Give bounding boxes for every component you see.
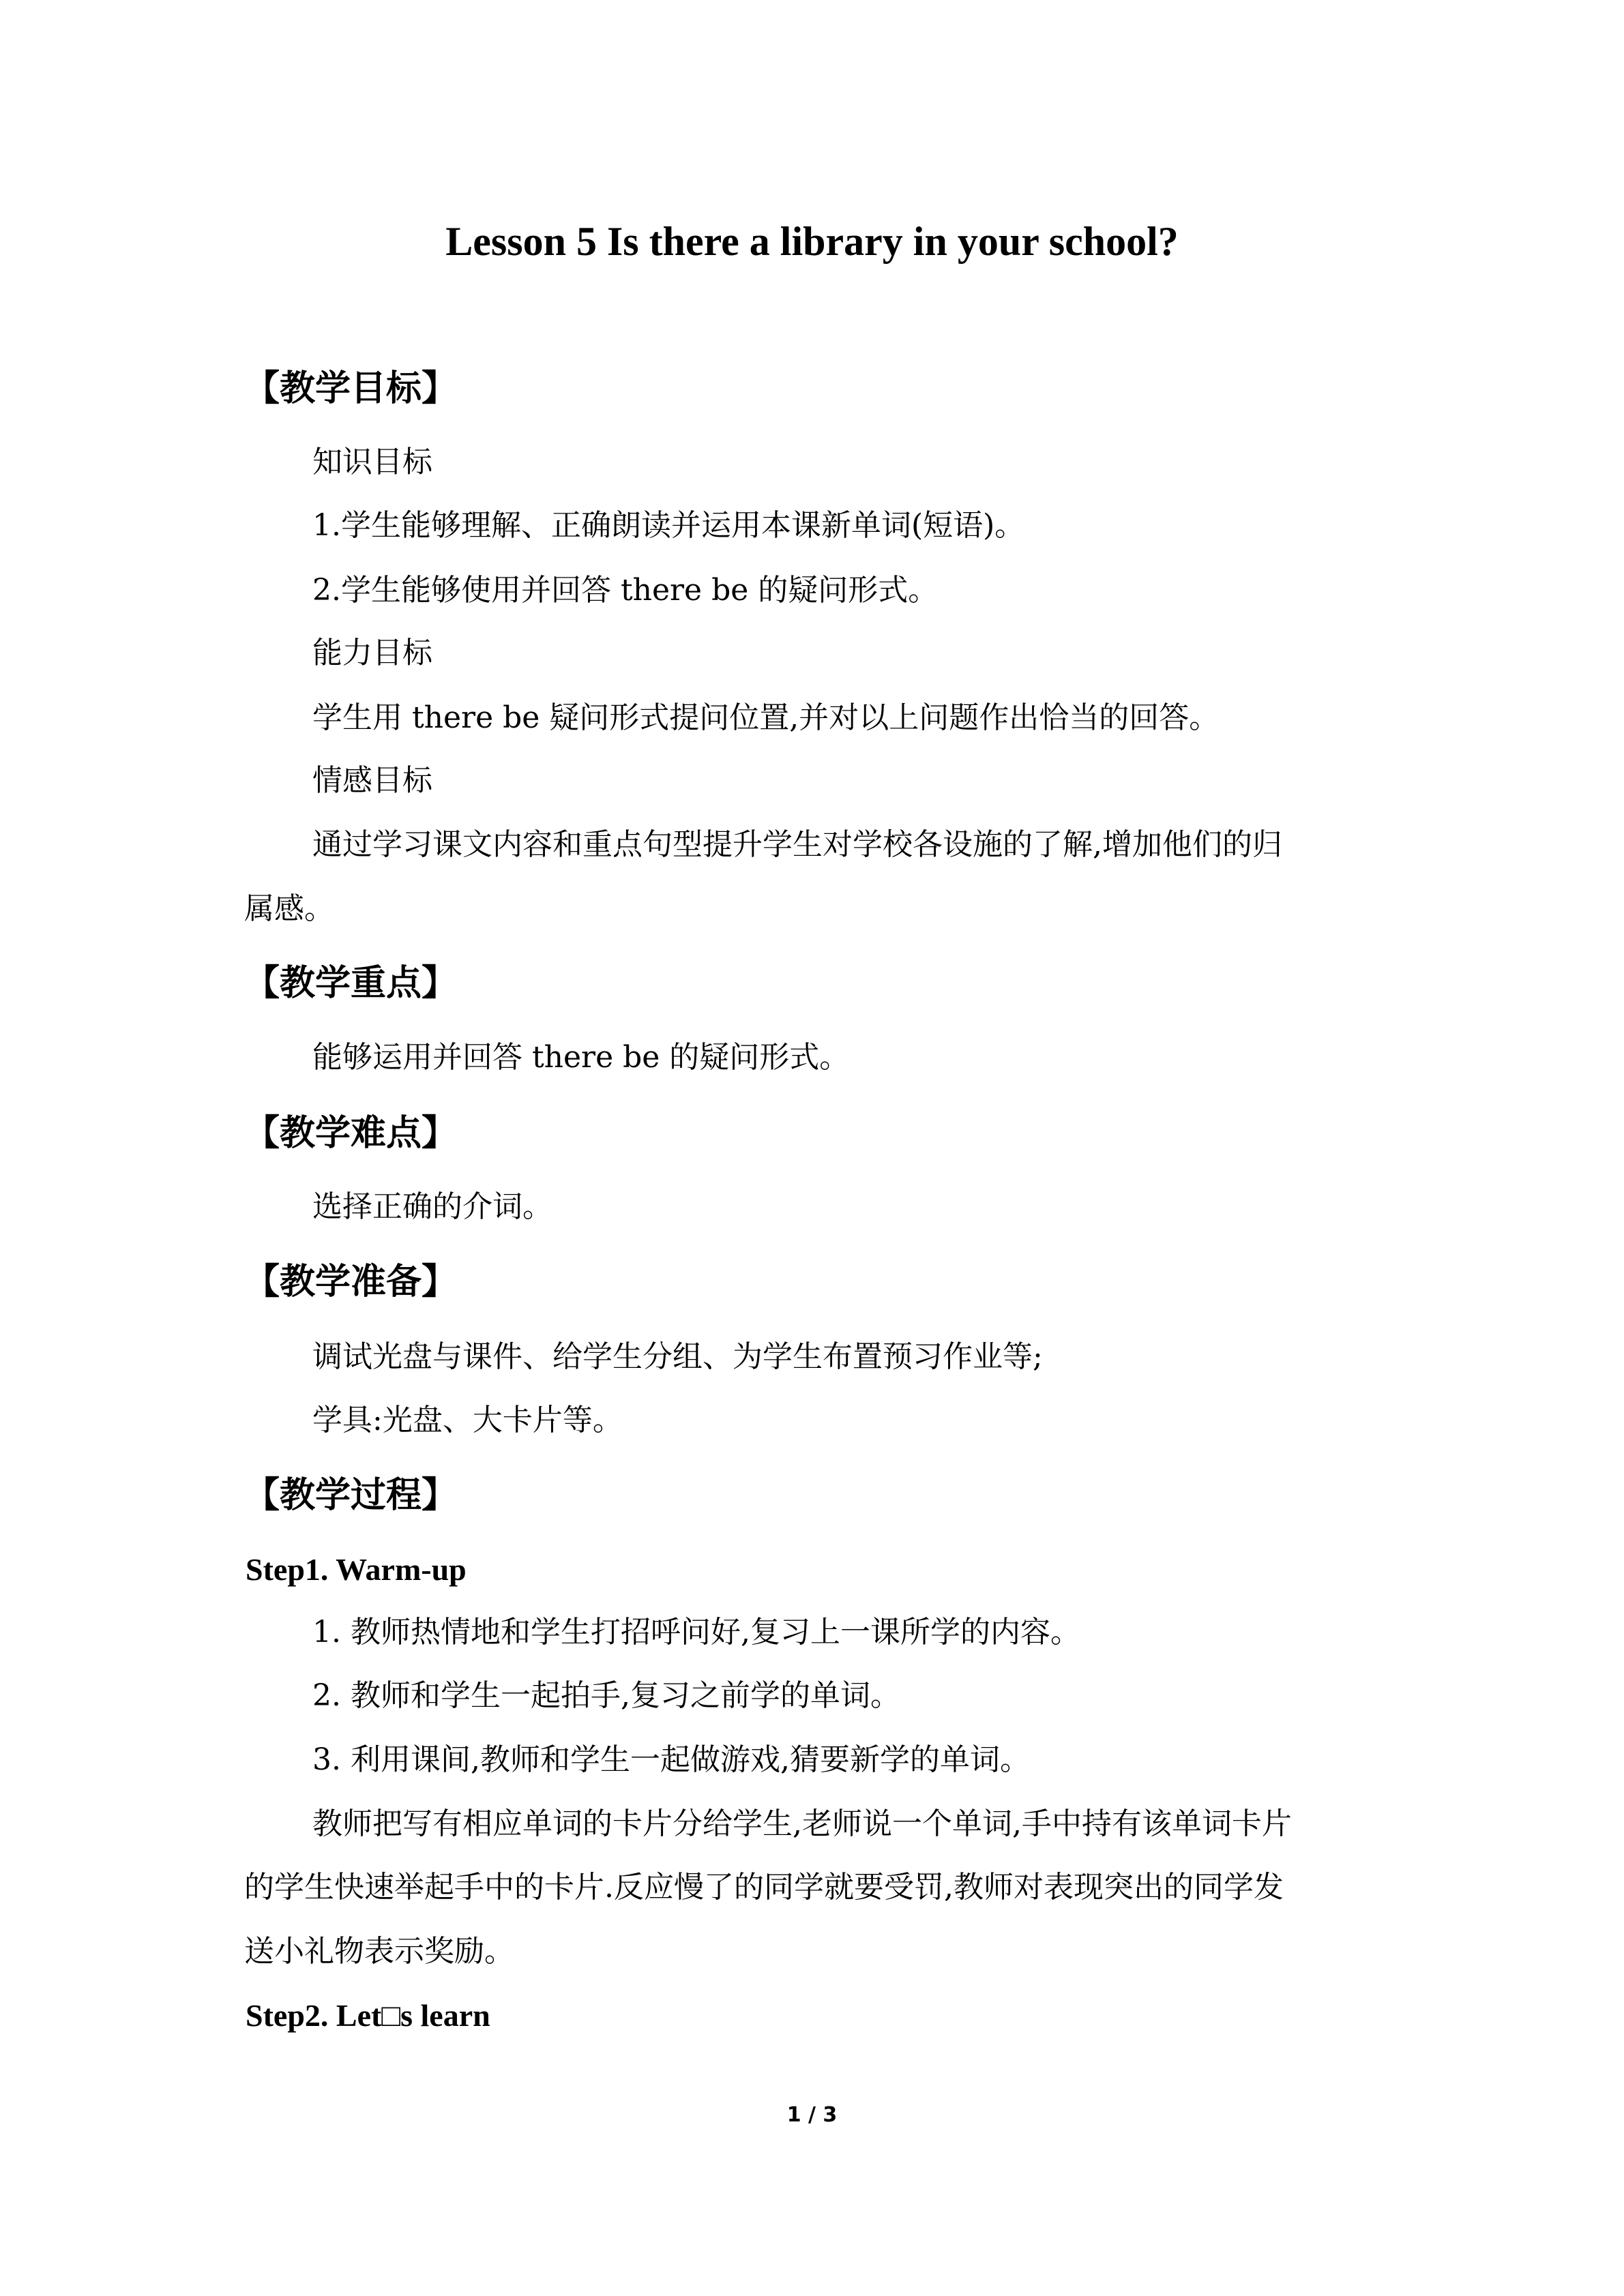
objective-line: 2.学生能够使用并回答 there be 的疑问形式。 xyxy=(312,573,939,608)
objective-line: 通过学习课文内容和重点句型提升学生对学校各设施的了解,增加他们的归 xyxy=(312,827,1282,862)
objective-line: 能力目标 xyxy=(312,636,432,670)
key-point-line: 能够运用并回答 there be 的疑问形式。 xyxy=(312,1040,850,1075)
objective-line: 知识目标 xyxy=(312,445,432,479)
section-heading-objectives: 【教学目标】 xyxy=(244,368,458,409)
step-title-warm-up: Step1. Warm-up xyxy=(246,1552,467,1587)
step-line: 1. 教师热情地和学生打招呼问好,复习上一课所学的内容。 xyxy=(312,1615,1080,1650)
lesson-title: Lesson 5 Is there a library in your school? xyxy=(445,219,1179,264)
objective-line: 1.学生能够理解、正确朗读并运用本课新单词(短语)。 xyxy=(312,508,1025,543)
section-heading-process: 【教学过程】 xyxy=(244,1475,458,1516)
step-line: 送小礼物表示奖励。 xyxy=(244,1934,514,1969)
section-heading-preparation: 【教学准备】 xyxy=(244,1262,458,1302)
step-title-lets-learn: Step2. Let□s learn xyxy=(246,1998,490,2033)
difficulty-line: 选择正确的介词。 xyxy=(312,1189,552,1224)
section-heading-difficulties: 【教学难点】 xyxy=(244,1113,458,1154)
step-line: 的学生快速举起手中的卡片.反应慢了的同学就要受罚,教师对表现突出的同学发 xyxy=(244,1870,1284,1905)
objective-line: 属感。 xyxy=(244,891,334,926)
step-line: 2. 教师和学生一起拍手,复习之前学的单词。 xyxy=(312,1678,900,1713)
page-number: 1 / 3 xyxy=(786,2103,838,2127)
step-line: 教师把写有相应单词的卡片分给学生,老师说一个单词,手中持有该单词卡片 xyxy=(312,1806,1292,1841)
objective-line: 学生用 there be 疑问形式提问位置,并对以上问题作出恰当的回答。 xyxy=(312,700,1220,735)
objective-line: 情感目标 xyxy=(312,763,432,798)
preparation-line: 学具:光盘、大卡片等。 xyxy=(312,1403,623,1437)
step-line: 3. 利用课间,教师和学生一起做游戏,猜要新学的单词。 xyxy=(312,1742,1030,1777)
section-heading-key-points: 【教学重点】 xyxy=(244,963,458,1004)
preparation-line: 调试光盘与课件、给学生分组、为学生布置预习作业等; xyxy=(312,1339,1043,1374)
